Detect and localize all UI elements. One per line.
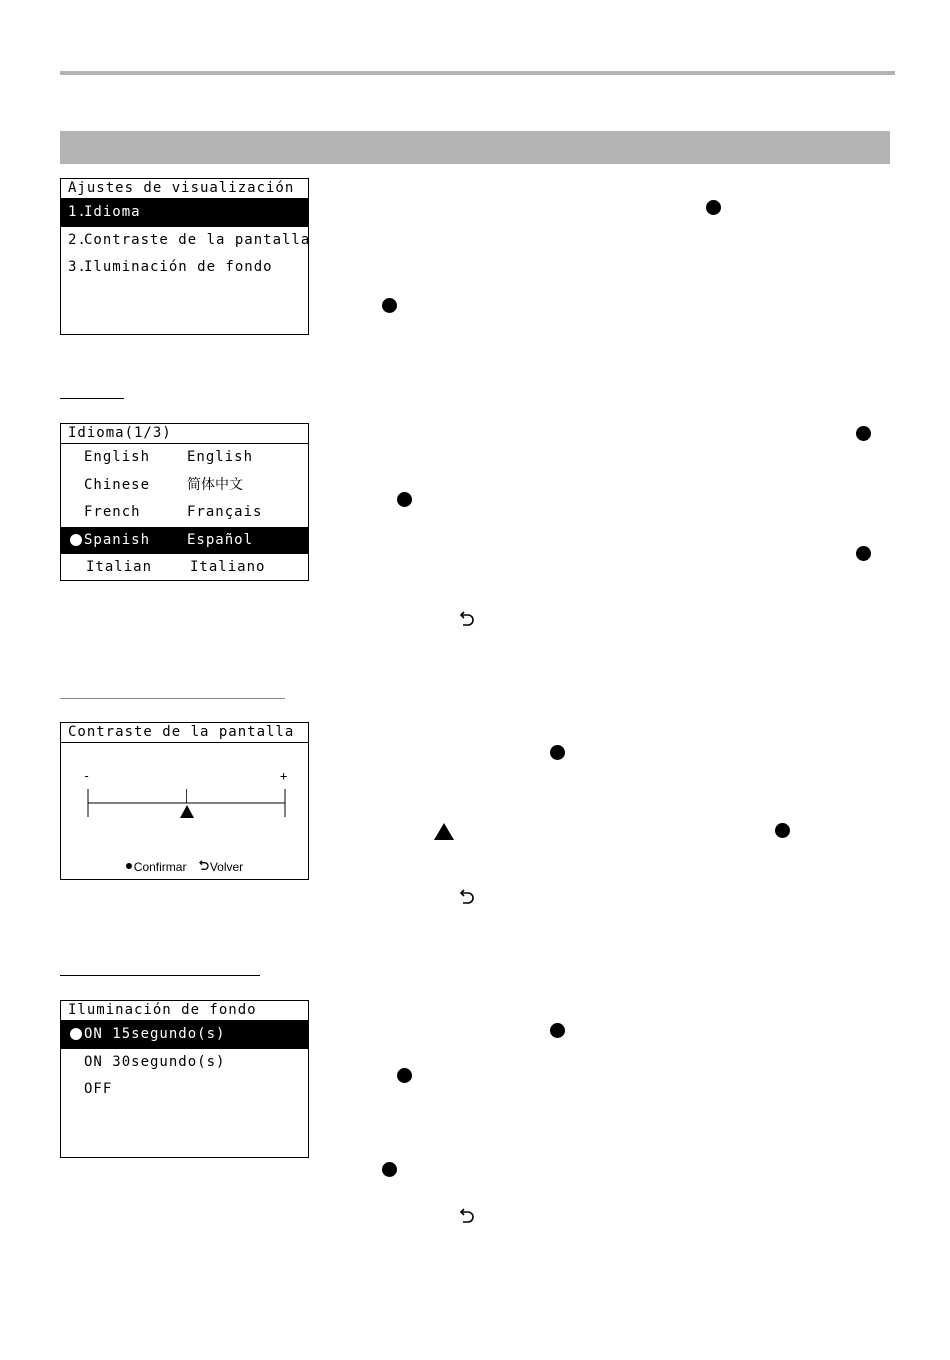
backlight-option[interactable] [61, 1076, 308, 1104]
section-underline [60, 975, 260, 976]
plus-label: + [280, 769, 289, 783]
menu-item-number: 2. [68, 231, 87, 248]
menu-item-label: Idioma [84, 204, 141, 220]
minus-label: - [83, 769, 92, 783]
slider-thumb-triangle-icon[interactable] [180, 805, 194, 818]
language-english-name: Italian [86, 559, 153, 575]
selected-circle-icon [70, 1028, 82, 1040]
language-row-selected[interactable] [61, 527, 308, 555]
language-english-name: French [84, 504, 141, 520]
menu-item-backlight[interactable] [61, 254, 308, 282]
menu-item-contrast[interactable] [61, 227, 311, 255]
backlight-option-label: ON 30segundo(s) [84, 1053, 226, 1070]
language-english-name: Spanish [84, 531, 151, 548]
section-underline [60, 698, 285, 699]
language-native-name: Français [187, 504, 263, 520]
filled-circle-icon [775, 823, 790, 838]
back-arrow-icon [198, 860, 210, 872]
menu-item-label: Contraste de la pantalla [84, 231, 311, 248]
backlight-screen [60, 1000, 309, 1158]
back-arrow-icon [458, 611, 476, 629]
filled-circle-icon [397, 492, 412, 507]
language-native-name: Italiano [190, 559, 266, 575]
menu-item-number: 1. [68, 204, 87, 220]
language-row[interactable] [61, 554, 308, 582]
language-english-name: English [84, 449, 151, 465]
menu-item-label: Iluminación de fondo [84, 259, 273, 275]
confirm-dot-icon [126, 863, 132, 869]
filled-circle-icon [856, 546, 871, 561]
section-header-band [60, 131, 890, 164]
language-native-name: 简体中文 [187, 476, 243, 493]
screen-title: Idioma(1/3) [61, 424, 308, 444]
backlight-option-label: ON 15segundo(s) [84, 1026, 226, 1042]
section-underline [60, 398, 124, 399]
language-screen [60, 423, 309, 581]
menu-item-number: 3. [68, 259, 87, 275]
language-english-name: Chinese [84, 476, 151, 493]
filled-circle-icon [550, 745, 565, 760]
screen-title: Ajustes de visualización [61, 179, 308, 199]
screen-title: Contraste de la pantalla [61, 723, 308, 743]
display-settings-screen [60, 178, 309, 335]
language-row[interactable] [61, 472, 308, 500]
triangle-up-icon [434, 823, 454, 840]
language-row[interactable] [61, 444, 308, 472]
backlight-option-label: OFF [84, 1081, 113, 1097]
language-native-name: Español [187, 531, 254, 548]
back-label: Volver [209, 860, 244, 874]
slider-track [61, 743, 308, 853]
confirm-label: Confirmar [133, 860, 187, 874]
contrast-slider[interactable] [61, 743, 308, 879]
filled-circle-icon [856, 426, 871, 441]
back-arrow-icon [458, 889, 476, 907]
filled-circle-icon [397, 1068, 412, 1083]
contrast-screen [60, 722, 309, 880]
screen-title: Iluminación de fondo [61, 1001, 308, 1021]
language-row[interactable] [61, 499, 308, 527]
language-native-name: English [187, 449, 254, 465]
menu-item-idioma[interactable] [61, 199, 308, 227]
footer-hint [61, 860, 308, 874]
filled-circle-icon [706, 200, 721, 215]
filled-circle-icon [550, 1023, 565, 1038]
back-arrow-icon [458, 1208, 476, 1226]
filled-circle-icon [382, 298, 397, 313]
backlight-option-selected[interactable] [61, 1021, 308, 1049]
backlight-option[interactable] [61, 1049, 308, 1077]
top-rule [60, 71, 895, 75]
selected-circle-icon [70, 534, 82, 546]
filled-circle-icon [382, 1162, 397, 1177]
